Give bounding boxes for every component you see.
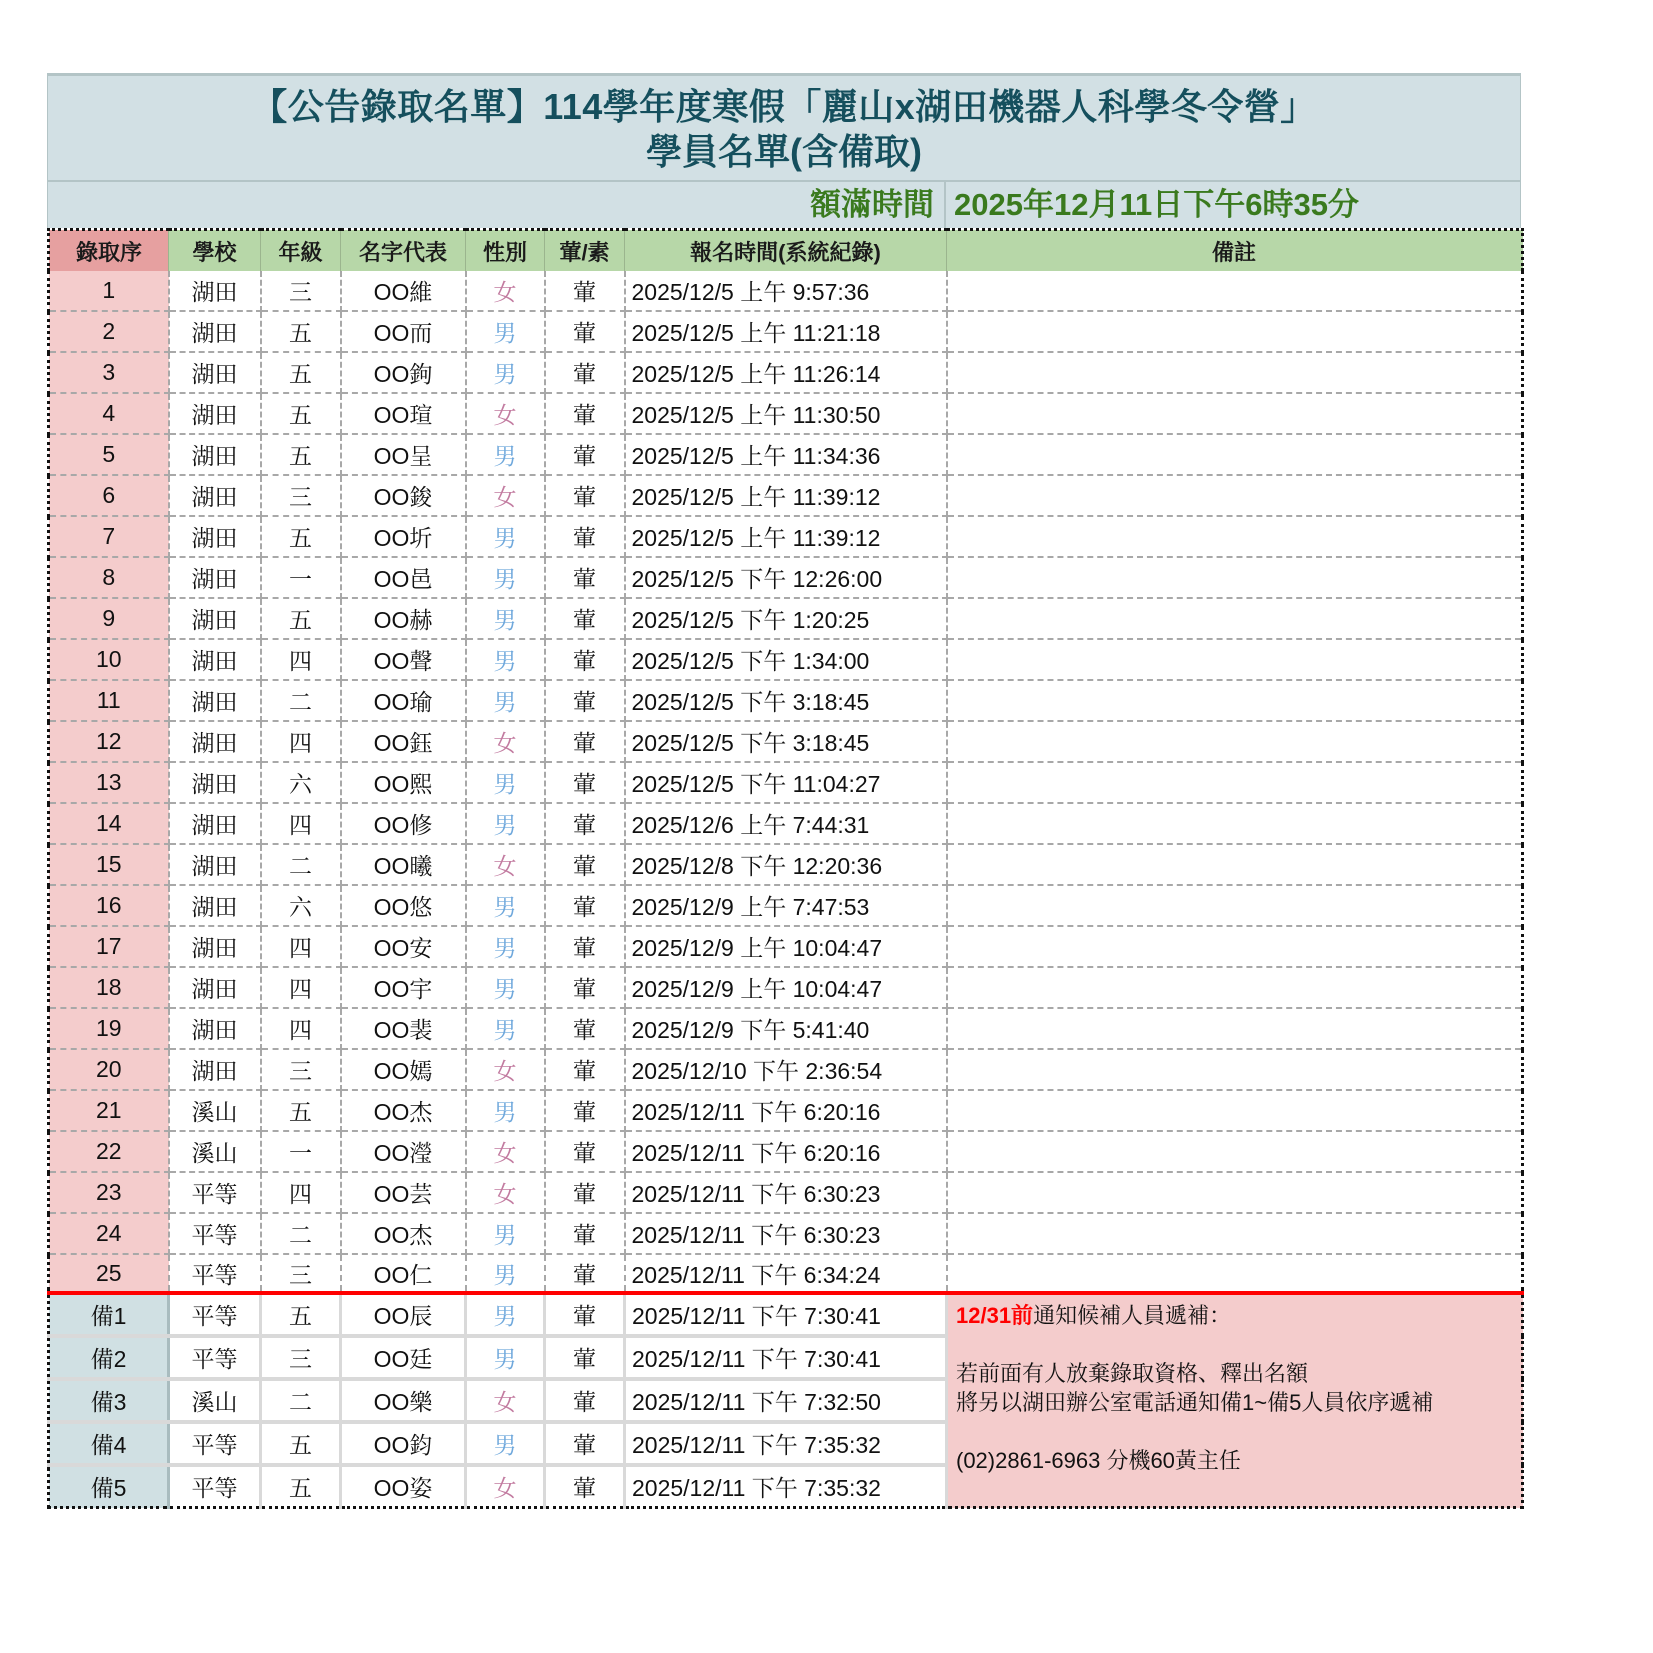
grade-cell: 四 [261, 803, 341, 844]
time-cell: 2025/12/9 下午 5:41:40 [625, 1008, 947, 1049]
grade-cell: 四 [261, 1172, 341, 1213]
name-cell: OO鈞 [341, 1422, 466, 1465]
seq-cell: 5 [49, 434, 169, 475]
time-cell: 2025/12/6 上午 7:44:31 [625, 803, 947, 844]
grade-cell: 三 [261, 1254, 341, 1293]
diet-cell: 葷 [545, 1131, 625, 1172]
grade-cell: 五 [261, 352, 341, 393]
table-row [49, 926, 1523, 967]
gender-cell: 男 [466, 926, 545, 967]
seq-cell: 1 [49, 271, 169, 311]
table-row [49, 1090, 1523, 1131]
grade-cell: 三 [261, 1336, 341, 1379]
time-cell: 2025/12/5 上午 11:21:18 [625, 311, 947, 352]
gender-cell: 男 [466, 803, 545, 844]
note-cell [947, 680, 1523, 721]
note-deadline-highlight: 12/31前 [956, 1303, 1034, 1328]
school-cell: 湖田 [169, 311, 261, 352]
school-cell: 湖田 [169, 434, 261, 475]
time-cell: 2025/12/10 下午 2:36:54 [625, 1049, 947, 1090]
diet-cell: 葷 [545, 1293, 625, 1336]
school-cell: 平等 [169, 1465, 261, 1508]
note-cell [947, 885, 1523, 926]
note-cell [947, 639, 1523, 680]
gender-cell: 女 [466, 721, 545, 762]
gender-cell: 男 [466, 762, 545, 803]
note-cell [947, 1213, 1523, 1254]
note-cell [947, 803, 1523, 844]
note-cell [947, 926, 1523, 967]
time-cell: 2025/12/5 上午 11:30:50 [625, 393, 947, 434]
table-row [49, 393, 1523, 434]
gender-cell: 男 [466, 516, 545, 557]
grade-cell: 五 [261, 311, 341, 352]
school-cell: 平等 [169, 1254, 261, 1293]
diet-cell: 葷 [545, 271, 625, 311]
time-cell: 2025/12/11 下午 7:35:32 [625, 1422, 947, 1465]
grade-cell: 五 [261, 434, 341, 475]
time-cell: 2025/12/11 下午 7:32:50 [625, 1379, 947, 1422]
table-row [49, 1213, 1523, 1254]
gender-cell: 男 [466, 352, 545, 393]
diet-cell: 葷 [545, 1213, 625, 1254]
grade-cell: 四 [261, 967, 341, 1008]
gender-cell: 男 [466, 967, 545, 1008]
note-line1: 通知候補人員遞補： [1033, 1303, 1232, 1328]
gender-cell: 女 [466, 1049, 545, 1090]
diet-cell: 葷 [545, 1172, 625, 1213]
table-row [49, 598, 1523, 639]
school-cell: 平等 [169, 1172, 261, 1213]
time-cell: 2025/12/5 下午 1:34:00 [625, 639, 947, 680]
note-cell [947, 967, 1523, 1008]
note-cell [947, 434, 1523, 475]
school-cell: 湖田 [169, 762, 261, 803]
name-cell: OO熙 [341, 762, 466, 803]
table-row [49, 680, 1523, 721]
name-cell: OO瑄 [341, 393, 466, 434]
seq-cell: 24 [49, 1213, 169, 1254]
gender-cell: 男 [466, 557, 545, 598]
grade-cell: 三 [261, 1049, 341, 1090]
name-cell: OO杰 [341, 1090, 466, 1131]
time-cell: 2025/12/9 上午 10:04:47 [625, 967, 947, 1008]
time-cell: 2025/12/5 下午 3:18:45 [625, 680, 947, 721]
name-cell: OO廷 [341, 1336, 466, 1379]
name-cell: OO芸 [341, 1172, 466, 1213]
diet-cell: 葷 [545, 885, 625, 926]
gender-cell: 男 [466, 1213, 545, 1254]
page-subtitle: 學員名單(含備取) [646, 131, 922, 172]
grade-cell: 四 [261, 1008, 341, 1049]
school-cell: 湖田 [169, 721, 261, 762]
seq-cell: 10 [49, 639, 169, 680]
gender-cell: 男 [466, 311, 545, 352]
time-cell: 2025/12/5 上午 11:39:12 [625, 516, 947, 557]
table-row [49, 434, 1523, 475]
note-contact: (02)2861-6963 分機60黃主任 [956, 1448, 1241, 1473]
col-header-seq: 錄取序 [49, 230, 169, 272]
diet-cell: 葷 [545, 393, 625, 434]
table-row [49, 516, 1523, 557]
gender-cell: 男 [466, 639, 545, 680]
diet-cell: 葷 [545, 311, 625, 352]
deadline-label: 額滿時間 [48, 182, 946, 228]
diet-cell: 葷 [545, 557, 625, 598]
col-header-gender: 性別 [466, 230, 545, 272]
time-cell: 2025/12/5 上午 11:39:12 [625, 475, 947, 516]
gender-cell: 男 [466, 1336, 545, 1379]
grade-cell: 五 [261, 393, 341, 434]
school-cell: 湖田 [169, 680, 261, 721]
table-row [49, 721, 1523, 762]
school-cell: 湖田 [169, 844, 261, 885]
grade-cell: 二 [261, 844, 341, 885]
school-cell: 湖田 [169, 1008, 261, 1049]
name-cell: OO赫 [341, 598, 466, 639]
table-row [49, 352, 1523, 393]
time-cell: 2025/12/5 上午 11:34:36 [625, 434, 947, 475]
note-cell [947, 1049, 1523, 1090]
gender-cell: 男 [466, 1008, 545, 1049]
gender-cell: 男 [466, 680, 545, 721]
seq-cell: 備5 [49, 1465, 169, 1508]
time-cell: 2025/12/11 下午 6:20:16 [625, 1090, 947, 1131]
name-cell: OO而 [341, 311, 466, 352]
seq-cell: 18 [49, 967, 169, 1008]
note-cell [947, 271, 1523, 311]
deadline-value: 2025年12月11日下午6時35分 [954, 187, 1359, 222]
seq-cell: 21 [49, 1090, 169, 1131]
table-row [49, 1049, 1523, 1090]
school-cell: 湖田 [169, 885, 261, 926]
diet-cell: 葷 [545, 967, 625, 1008]
seq-cell: 備1 [49, 1293, 169, 1336]
name-cell: OO聲 [341, 639, 466, 680]
name-cell: OO修 [341, 803, 466, 844]
grade-cell: 四 [261, 721, 341, 762]
grade-cell: 六 [261, 762, 341, 803]
school-cell: 湖田 [169, 475, 261, 516]
time-cell: 2025/12/9 上午 7:47:53 [625, 885, 947, 926]
name-cell: OO樂 [341, 1379, 466, 1422]
col-header-grade: 年級 [261, 230, 341, 272]
diet-cell: 葷 [545, 1379, 625, 1422]
col-header-diet: 葷/素 [545, 230, 625, 272]
school-cell: 湖田 [169, 598, 261, 639]
seq-cell: 25 [49, 1254, 169, 1293]
name-cell: OO仁 [341, 1254, 466, 1293]
gender-cell: 男 [466, 1293, 545, 1336]
note-cell [947, 352, 1523, 393]
grade-cell: 六 [261, 885, 341, 926]
diet-cell: 葷 [545, 1008, 625, 1049]
diet-cell: 葷 [545, 762, 625, 803]
school-cell: 平等 [169, 1336, 261, 1379]
diet-cell: 葷 [545, 1090, 625, 1131]
note-line3: 將另以湖田辦公室電話通知備1~備5人員依序遞補 [956, 1390, 1434, 1415]
table-row [49, 885, 1523, 926]
col-header-time: 報名時間(系統紀錄) [625, 230, 947, 272]
seq-cell: 4 [49, 393, 169, 434]
note-cell [947, 1090, 1523, 1131]
time-cell: 2025/12/5 下午 3:18:45 [625, 721, 947, 762]
diet-cell: 葷 [545, 1336, 625, 1379]
note-cell [947, 1008, 1523, 1049]
diet-cell: 葷 [545, 352, 625, 393]
name-cell: OO曦 [341, 844, 466, 885]
school-cell: 平等 [169, 1293, 261, 1336]
time-cell: 2025/12/11 下午 6:20:16 [625, 1131, 947, 1172]
table-row [49, 1172, 1523, 1213]
school-cell: 湖田 [169, 926, 261, 967]
diet-cell: 葷 [545, 844, 625, 885]
table-row [49, 967, 1523, 1008]
seq-cell: 備4 [49, 1422, 169, 1465]
deadline-row [47, 180, 1521, 228]
note-cell [947, 598, 1523, 639]
grade-cell: 二 [261, 680, 341, 721]
grade-cell: 三 [261, 271, 341, 311]
gender-cell: 女 [466, 1172, 545, 1213]
seq-cell: 22 [49, 1131, 169, 1172]
seq-cell: 備3 [49, 1379, 169, 1422]
name-cell: OO瀅 [341, 1131, 466, 1172]
table-row [49, 803, 1523, 844]
grade-cell: 三 [261, 475, 341, 516]
grade-cell: 四 [261, 926, 341, 967]
name-cell: OO鈺 [341, 721, 466, 762]
school-cell: 平等 [169, 1213, 261, 1254]
note-cell [947, 721, 1523, 762]
col-header-name: 名字代表 [341, 230, 466, 272]
gender-cell: 女 [466, 1465, 545, 1508]
note-cell [947, 844, 1523, 885]
table-row [49, 639, 1523, 680]
name-cell: OO瑜 [341, 680, 466, 721]
diet-cell: 葷 [545, 1049, 625, 1090]
table-row [49, 1131, 1523, 1172]
school-cell: 湖田 [169, 967, 261, 1008]
grade-cell: 二 [261, 1379, 341, 1422]
school-cell: 平等 [169, 1422, 261, 1465]
diet-cell: 葷 [545, 434, 625, 475]
note-cell [947, 516, 1523, 557]
admission-list-sheet [47, 73, 1521, 1509]
school-cell: 湖田 [169, 352, 261, 393]
gender-cell: 男 [466, 598, 545, 639]
grade-cell: 五 [261, 598, 341, 639]
diet-cell: 葷 [545, 680, 625, 721]
time-cell: 2025/12/11 下午 6:30:23 [625, 1172, 947, 1213]
note-cell [947, 393, 1523, 434]
time-cell: 2025/12/11 下午 7:30:41 [625, 1293, 947, 1336]
school-cell: 湖田 [169, 393, 261, 434]
gender-cell: 女 [466, 271, 545, 311]
note-cell [947, 1254, 1523, 1293]
seq-cell: 15 [49, 844, 169, 885]
name-cell: OO邑 [341, 557, 466, 598]
name-cell: OO宇 [341, 967, 466, 1008]
seq-cell: 7 [49, 516, 169, 557]
grade-cell: 五 [261, 1422, 341, 1465]
note-cell [947, 557, 1523, 598]
school-cell: 溪山 [169, 1379, 261, 1422]
table-row [49, 557, 1523, 598]
time-cell: 2025/12/9 上午 10:04:47 [625, 926, 947, 967]
table-row [49, 1008, 1523, 1049]
time-cell: 2025/12/5 下午 11:04:27 [625, 762, 947, 803]
seq-cell: 6 [49, 475, 169, 516]
gender-cell: 女 [466, 1131, 545, 1172]
table-row [49, 311, 1523, 352]
note-cell [947, 762, 1523, 803]
col-header-school: 學校 [169, 230, 261, 272]
diet-cell: 葷 [545, 1422, 625, 1465]
diet-cell: 葷 [545, 516, 625, 557]
school-cell: 湖田 [169, 271, 261, 311]
gender-cell: 男 [466, 434, 545, 475]
grade-cell: 五 [261, 1293, 341, 1336]
time-cell: 2025/12/5 上午 11:26:14 [625, 352, 947, 393]
gender-cell: 女 [466, 844, 545, 885]
name-cell: OO裴 [341, 1008, 466, 1049]
name-cell: OO辰 [341, 1293, 466, 1336]
page-title: 【公告錄取名單】114學年度寒假「麗山x湖田機器人科學冬令營」 [251, 86, 1317, 127]
seq-cell: 2 [49, 311, 169, 352]
seq-cell: 12 [49, 721, 169, 762]
name-cell: OO杰 [341, 1213, 466, 1254]
note-cell [947, 475, 1523, 516]
grade-cell: 四 [261, 639, 341, 680]
note-line2: 若前面有人放棄錄取資格、釋出名額 [956, 1361, 1309, 1386]
note-cell [947, 1172, 1523, 1213]
backup-note [947, 1293, 1523, 1508]
grade-cell: 五 [261, 516, 341, 557]
grade-cell: 二 [261, 1213, 341, 1254]
seq-cell: 9 [49, 598, 169, 639]
gender-cell: 女 [466, 475, 545, 516]
gender-cell: 男 [466, 1254, 545, 1293]
gender-cell: 男 [466, 1422, 545, 1465]
name-cell: OO嫣 [341, 1049, 466, 1090]
diet-cell: 葷 [545, 721, 625, 762]
grade-cell: 一 [261, 1131, 341, 1172]
seq-cell: 23 [49, 1172, 169, 1213]
gender-cell: 女 [466, 1379, 545, 1422]
table-row [49, 844, 1523, 885]
school-cell: 湖田 [169, 516, 261, 557]
note-cell [947, 1131, 1523, 1172]
backup-row [49, 1293, 1523, 1336]
seq-cell: 8 [49, 557, 169, 598]
school-cell: 溪山 [169, 1131, 261, 1172]
grade-cell: 五 [261, 1465, 341, 1508]
student-table [47, 228, 1524, 1509]
time-cell: 2025/12/5 下午 12:26:00 [625, 557, 947, 598]
gender-cell: 女 [466, 393, 545, 434]
table-row [49, 475, 1523, 516]
time-cell: 2025/12/11 下午 6:30:23 [625, 1213, 947, 1254]
name-cell: OO維 [341, 271, 466, 311]
seq-cell: 16 [49, 885, 169, 926]
school-cell: 湖田 [169, 803, 261, 844]
seq-cell: 3 [49, 352, 169, 393]
seq-cell: 備2 [49, 1336, 169, 1379]
school-cell: 湖田 [169, 639, 261, 680]
time-cell: 2025/12/5 上午 9:57:36 [625, 271, 947, 311]
gender-cell: 男 [466, 1090, 545, 1131]
time-cell: 2025/12/11 下午 6:34:24 [625, 1254, 947, 1293]
school-cell: 湖田 [169, 1049, 261, 1090]
grade-cell: 一 [261, 557, 341, 598]
diet-cell: 葷 [545, 475, 625, 516]
time-cell: 2025/12/8 下午 12:20:36 [625, 844, 947, 885]
time-cell: 2025/12/11 下午 7:30:41 [625, 1336, 947, 1379]
diet-cell: 葷 [545, 1465, 625, 1508]
table-row [49, 1254, 1523, 1293]
header-row [49, 230, 1523, 272]
school-cell: 溪山 [169, 1090, 261, 1131]
col-header-note: 備註 [947, 230, 1523, 272]
table-row [49, 271, 1523, 311]
seq-cell: 19 [49, 1008, 169, 1049]
diet-cell: 葷 [545, 598, 625, 639]
name-cell: OO姿 [341, 1465, 466, 1508]
table-body [49, 271, 1523, 1508]
seq-cell: 14 [49, 803, 169, 844]
table-row [49, 762, 1523, 803]
school-cell: 湖田 [169, 557, 261, 598]
seq-cell: 17 [49, 926, 169, 967]
name-cell: OO呈 [341, 434, 466, 475]
diet-cell: 葷 [545, 1254, 625, 1293]
seq-cell: 20 [49, 1049, 169, 1090]
seq-cell: 13 [49, 762, 169, 803]
seq-cell: 11 [49, 680, 169, 721]
name-cell: OO悠 [341, 885, 466, 926]
name-cell: OO圻 [341, 516, 466, 557]
name-cell: OO鉤 [341, 352, 466, 393]
time-cell: 2025/12/11 下午 7:35:32 [625, 1465, 947, 1508]
time-cell: 2025/12/5 下午 1:20:25 [625, 598, 947, 639]
title-block [47, 73, 1521, 180]
diet-cell: 葷 [545, 803, 625, 844]
name-cell: OO鋑 [341, 475, 466, 516]
diet-cell: 葷 [545, 639, 625, 680]
grade-cell: 五 [261, 1090, 341, 1131]
diet-cell: 葷 [545, 926, 625, 967]
name-cell: OO安 [341, 926, 466, 967]
gender-cell: 男 [466, 885, 545, 926]
note-cell [947, 311, 1523, 352]
